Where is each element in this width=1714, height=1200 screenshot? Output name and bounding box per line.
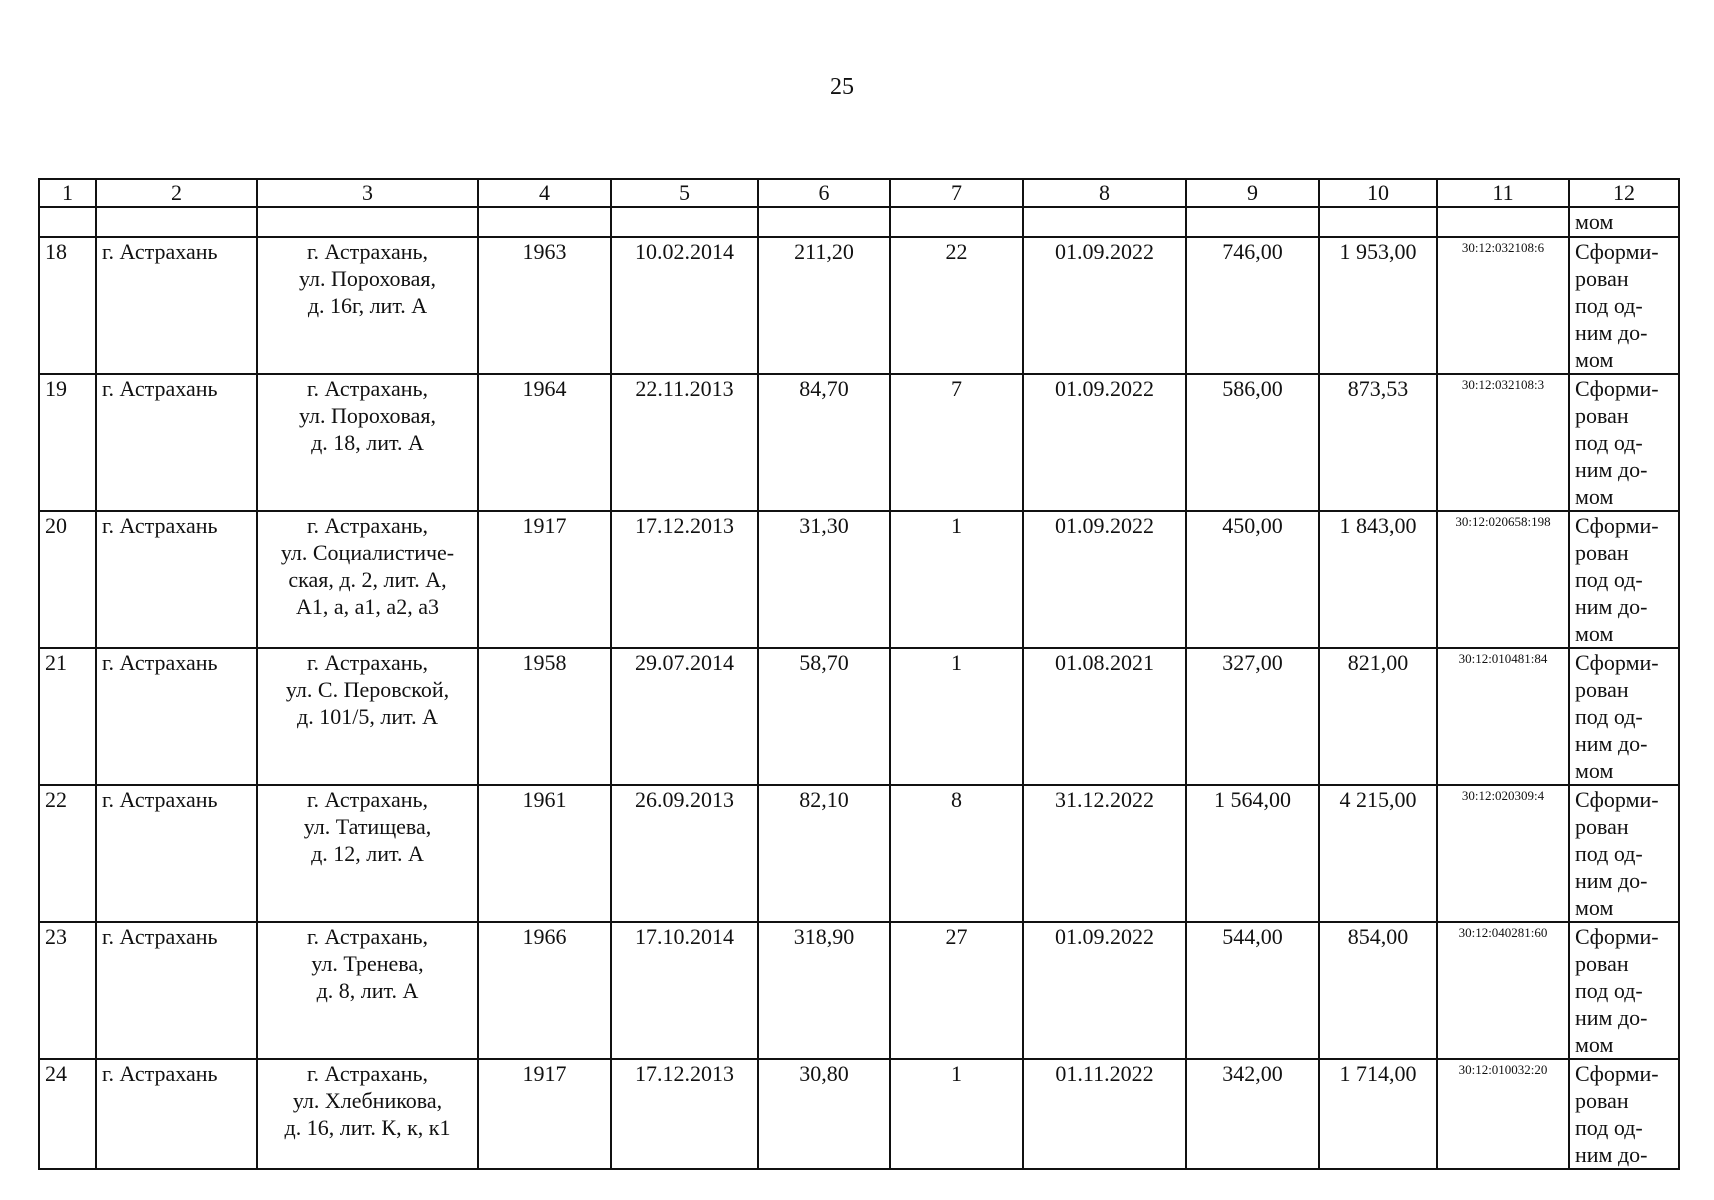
value-cell: 1 953,00 (1319, 237, 1437, 374)
date-cell: 26.09.2013 (611, 785, 758, 922)
column-number: 9 (1186, 179, 1319, 207)
address-line: ул. Социалистиче- (280, 540, 455, 565)
status-line: Сформи- (1575, 787, 1659, 812)
cadastral-number-cell: 30:12:020658:198 (1437, 511, 1569, 648)
cadastral-number-cell: 30:12:010481:84 (1437, 648, 1569, 785)
value-cell: 1 843,00 (1319, 511, 1437, 648)
year-cell: 1958 (478, 648, 611, 785)
row-number: 20 (39, 511, 96, 648)
value-cell: 342,00 (1186, 1059, 1319, 1169)
housing-registry-table (38, 178, 1680, 1170)
address-line: ул. Татищева, (303, 814, 432, 839)
status-line: под од- (1575, 430, 1643, 455)
column-number: 1 (39, 179, 96, 207)
status-line: ним до- (1575, 731, 1648, 756)
cadastral-number-cell: 30:12:010032:20 (1437, 1059, 1569, 1169)
column-number: 10 (1319, 179, 1437, 207)
table-row (39, 511, 1679, 648)
column-number: 4 (478, 179, 611, 207)
city-cell: г. Астрахань (96, 922, 257, 1059)
value-cell: 544,00 (1186, 922, 1319, 1059)
count-cell: 7 (890, 374, 1023, 511)
value-cell: 327,00 (1186, 648, 1319, 785)
address-line: г. Астрахань, (306, 513, 429, 538)
status-line: ним до- (1575, 320, 1648, 345)
status-line: под од- (1575, 1115, 1643, 1140)
address-line: д. 101/5, лит. А (297, 704, 438, 729)
status-line: Сформи- (1575, 513, 1659, 538)
address-line: д. 12, лит. А (311, 841, 424, 866)
status-cell (1569, 1059, 1679, 1169)
status-line: Сформи- (1575, 239, 1659, 264)
status-line: рован (1575, 403, 1629, 428)
date-cell: 17.12.2013 (611, 511, 758, 648)
status-line: под од- (1575, 978, 1643, 1003)
cadastral-number-cell: 30:12:040281:60 (1437, 922, 1569, 1059)
status-cell (1569, 922, 1679, 1059)
status-line: мом (1575, 895, 1614, 920)
address-cell (257, 785, 478, 922)
status-cell (1569, 785, 1679, 922)
table-row (39, 648, 1679, 785)
column-number: 6 (758, 179, 890, 207)
count-cell: 1 (890, 648, 1023, 785)
continuation-row (39, 207, 1679, 237)
address-line: г. Астрахань, (306, 650, 429, 675)
year-cell: 1963 (478, 237, 611, 374)
city-cell: г. Астрахань (96, 648, 257, 785)
address-line: ская, д. 2, лит. А, (288, 567, 447, 592)
status-line: мом (1575, 347, 1614, 372)
status-line: ним до- (1575, 1142, 1648, 1167)
table-row (39, 922, 1679, 1059)
date-cell: 31.12.2022 (1023, 785, 1186, 922)
table-row (39, 374, 1679, 511)
address-line: ул. С. Перовской, (285, 677, 450, 702)
status-line: Сформи- (1575, 376, 1659, 401)
table-row (39, 785, 1679, 922)
count-cell: 8 (890, 785, 1023, 922)
city-cell: г. Астрахань (96, 1059, 257, 1169)
status-line: ним до- (1575, 594, 1648, 619)
column-number-row (39, 179, 1679, 207)
page-number: 25 (830, 74, 854, 100)
year-cell: 1917 (478, 1059, 611, 1169)
column-number: 2 (96, 179, 257, 207)
city-cell: г. Астрахань (96, 511, 257, 648)
table-row (39, 1059, 1679, 1169)
count-cell: 27 (890, 922, 1023, 1059)
date-cell: 01.09.2022 (1023, 511, 1186, 648)
date-cell: 01.11.2022 (1023, 1059, 1186, 1169)
address-line: г. Астрахань, (306, 924, 429, 949)
status-cell (1569, 648, 1679, 785)
status-line: ним до- (1575, 457, 1648, 482)
date-cell: 22.11.2013 (611, 374, 758, 511)
area-cell: 58,70 (758, 648, 890, 785)
address-line: ул. Тренева, (311, 951, 424, 976)
area-cell: 82,10 (758, 785, 890, 922)
address-cell (257, 922, 478, 1059)
area-cell: 211,20 (758, 237, 890, 374)
city-cell: г. Астрахань (96, 237, 257, 374)
address-line: д. 8, лит. А (316, 978, 419, 1003)
row-number: 19 (39, 374, 96, 511)
status-line: Сформи- (1575, 924, 1659, 949)
area-cell: 318,90 (758, 922, 890, 1059)
column-number: 8 (1023, 179, 1186, 207)
row-number: 22 (39, 785, 96, 922)
row-number: 23 (39, 922, 96, 1059)
address-cell (257, 237, 478, 374)
status-line: под од- (1575, 567, 1643, 592)
value-cell: 450,00 (1186, 511, 1319, 648)
count-cell: 22 (890, 237, 1023, 374)
value-cell: 4 215,00 (1319, 785, 1437, 922)
area-cell: 30,80 (758, 1059, 890, 1169)
address-line: г. Астрахань, (306, 787, 429, 812)
address-cell (257, 511, 478, 648)
address-line: ул. Хлебникова, (292, 1088, 443, 1113)
date-cell: 17.10.2014 (611, 922, 758, 1059)
row-number: 18 (39, 237, 96, 374)
count-cell: 1 (890, 511, 1023, 648)
date-cell: 01.09.2022 (1023, 237, 1186, 374)
date-cell: 01.08.2021 (1023, 648, 1186, 785)
status-line: под од- (1575, 293, 1643, 318)
address-line: г. Астрахань, (306, 1061, 429, 1086)
address-line: г. Астрахань, (306, 376, 429, 401)
status-line: рован (1575, 677, 1629, 702)
column-number: 11 (1437, 179, 1569, 207)
column-number: 5 (611, 179, 758, 207)
date-cell: 29.07.2014 (611, 648, 758, 785)
status-cell (1569, 511, 1679, 648)
status-line: мом (1575, 621, 1614, 646)
status-line: ним до- (1575, 1005, 1648, 1030)
status-line: рован (1575, 1088, 1629, 1113)
address-cell (257, 648, 478, 785)
status-cell (1569, 237, 1679, 374)
status-line: рован (1575, 814, 1629, 839)
cadastral-number-cell: 30:12:032108:6 (1437, 237, 1569, 374)
year-cell: 1964 (478, 374, 611, 511)
address-cell (257, 374, 478, 511)
status-line: рован (1575, 951, 1629, 976)
area-cell: 84,70 (758, 374, 890, 511)
value-cell: 1 714,00 (1319, 1059, 1437, 1169)
value-cell: 854,00 (1319, 922, 1437, 1059)
table-row (39, 237, 1679, 374)
status-line: Сформи- (1575, 650, 1659, 675)
year-cell: 1966 (478, 922, 611, 1059)
status-line: Сформи- (1575, 1061, 1659, 1086)
status-line: под од- (1575, 704, 1643, 729)
value-cell: 873,53 (1319, 374, 1437, 511)
address-line: г. Астрахань, (306, 239, 429, 264)
status-line: мом (1575, 758, 1614, 783)
date-cell: 17.12.2013 (611, 1059, 758, 1169)
continuation-status: мом (1569, 207, 1679, 237)
status-cell (1569, 374, 1679, 511)
year-cell: 1917 (478, 511, 611, 648)
cadastral-number-cell: 30:12:020309:4 (1437, 785, 1569, 922)
value-cell: 586,00 (1186, 374, 1319, 511)
city-cell: г. Астрахань (96, 374, 257, 511)
status-line: рован (1575, 266, 1629, 291)
date-cell: 01.09.2022 (1023, 374, 1186, 511)
city-cell: г. Астрахань (96, 785, 257, 922)
row-number: 24 (39, 1059, 96, 1169)
address-line: д. 18, лит. А (311, 430, 424, 455)
value-cell: 821,00 (1319, 648, 1437, 785)
address-line: д. 16, лит. К, к, к1 (284, 1115, 451, 1140)
column-number: 12 (1569, 179, 1679, 207)
status-line: рован (1575, 540, 1629, 565)
column-number: 7 (890, 179, 1023, 207)
status-line: мом (1575, 1032, 1614, 1057)
value-cell: 746,00 (1186, 237, 1319, 374)
address-line: д. 16г, лит. А (307, 293, 428, 318)
address-line: ул. Пороховая, (299, 403, 436, 428)
address-line: А1, а, а1, а2, а3 (296, 594, 439, 619)
column-number: 3 (257, 179, 478, 207)
value-cell: 1 564,00 (1186, 785, 1319, 922)
status-line: ним до- (1575, 868, 1648, 893)
area-cell: 31,30 (758, 511, 890, 648)
status-line: мом (1575, 484, 1614, 509)
cadastral-number-cell: 30:12:032108:3 (1437, 374, 1569, 511)
date-cell: 01.09.2022 (1023, 922, 1186, 1059)
status-line: под од- (1575, 841, 1643, 866)
year-cell: 1961 (478, 785, 611, 922)
address-line: ул. Пороховая, (299, 266, 436, 291)
row-number: 21 (39, 648, 96, 785)
address-cell (257, 1059, 478, 1169)
count-cell: 1 (890, 1059, 1023, 1169)
date-cell: 10.02.2014 (611, 237, 758, 374)
